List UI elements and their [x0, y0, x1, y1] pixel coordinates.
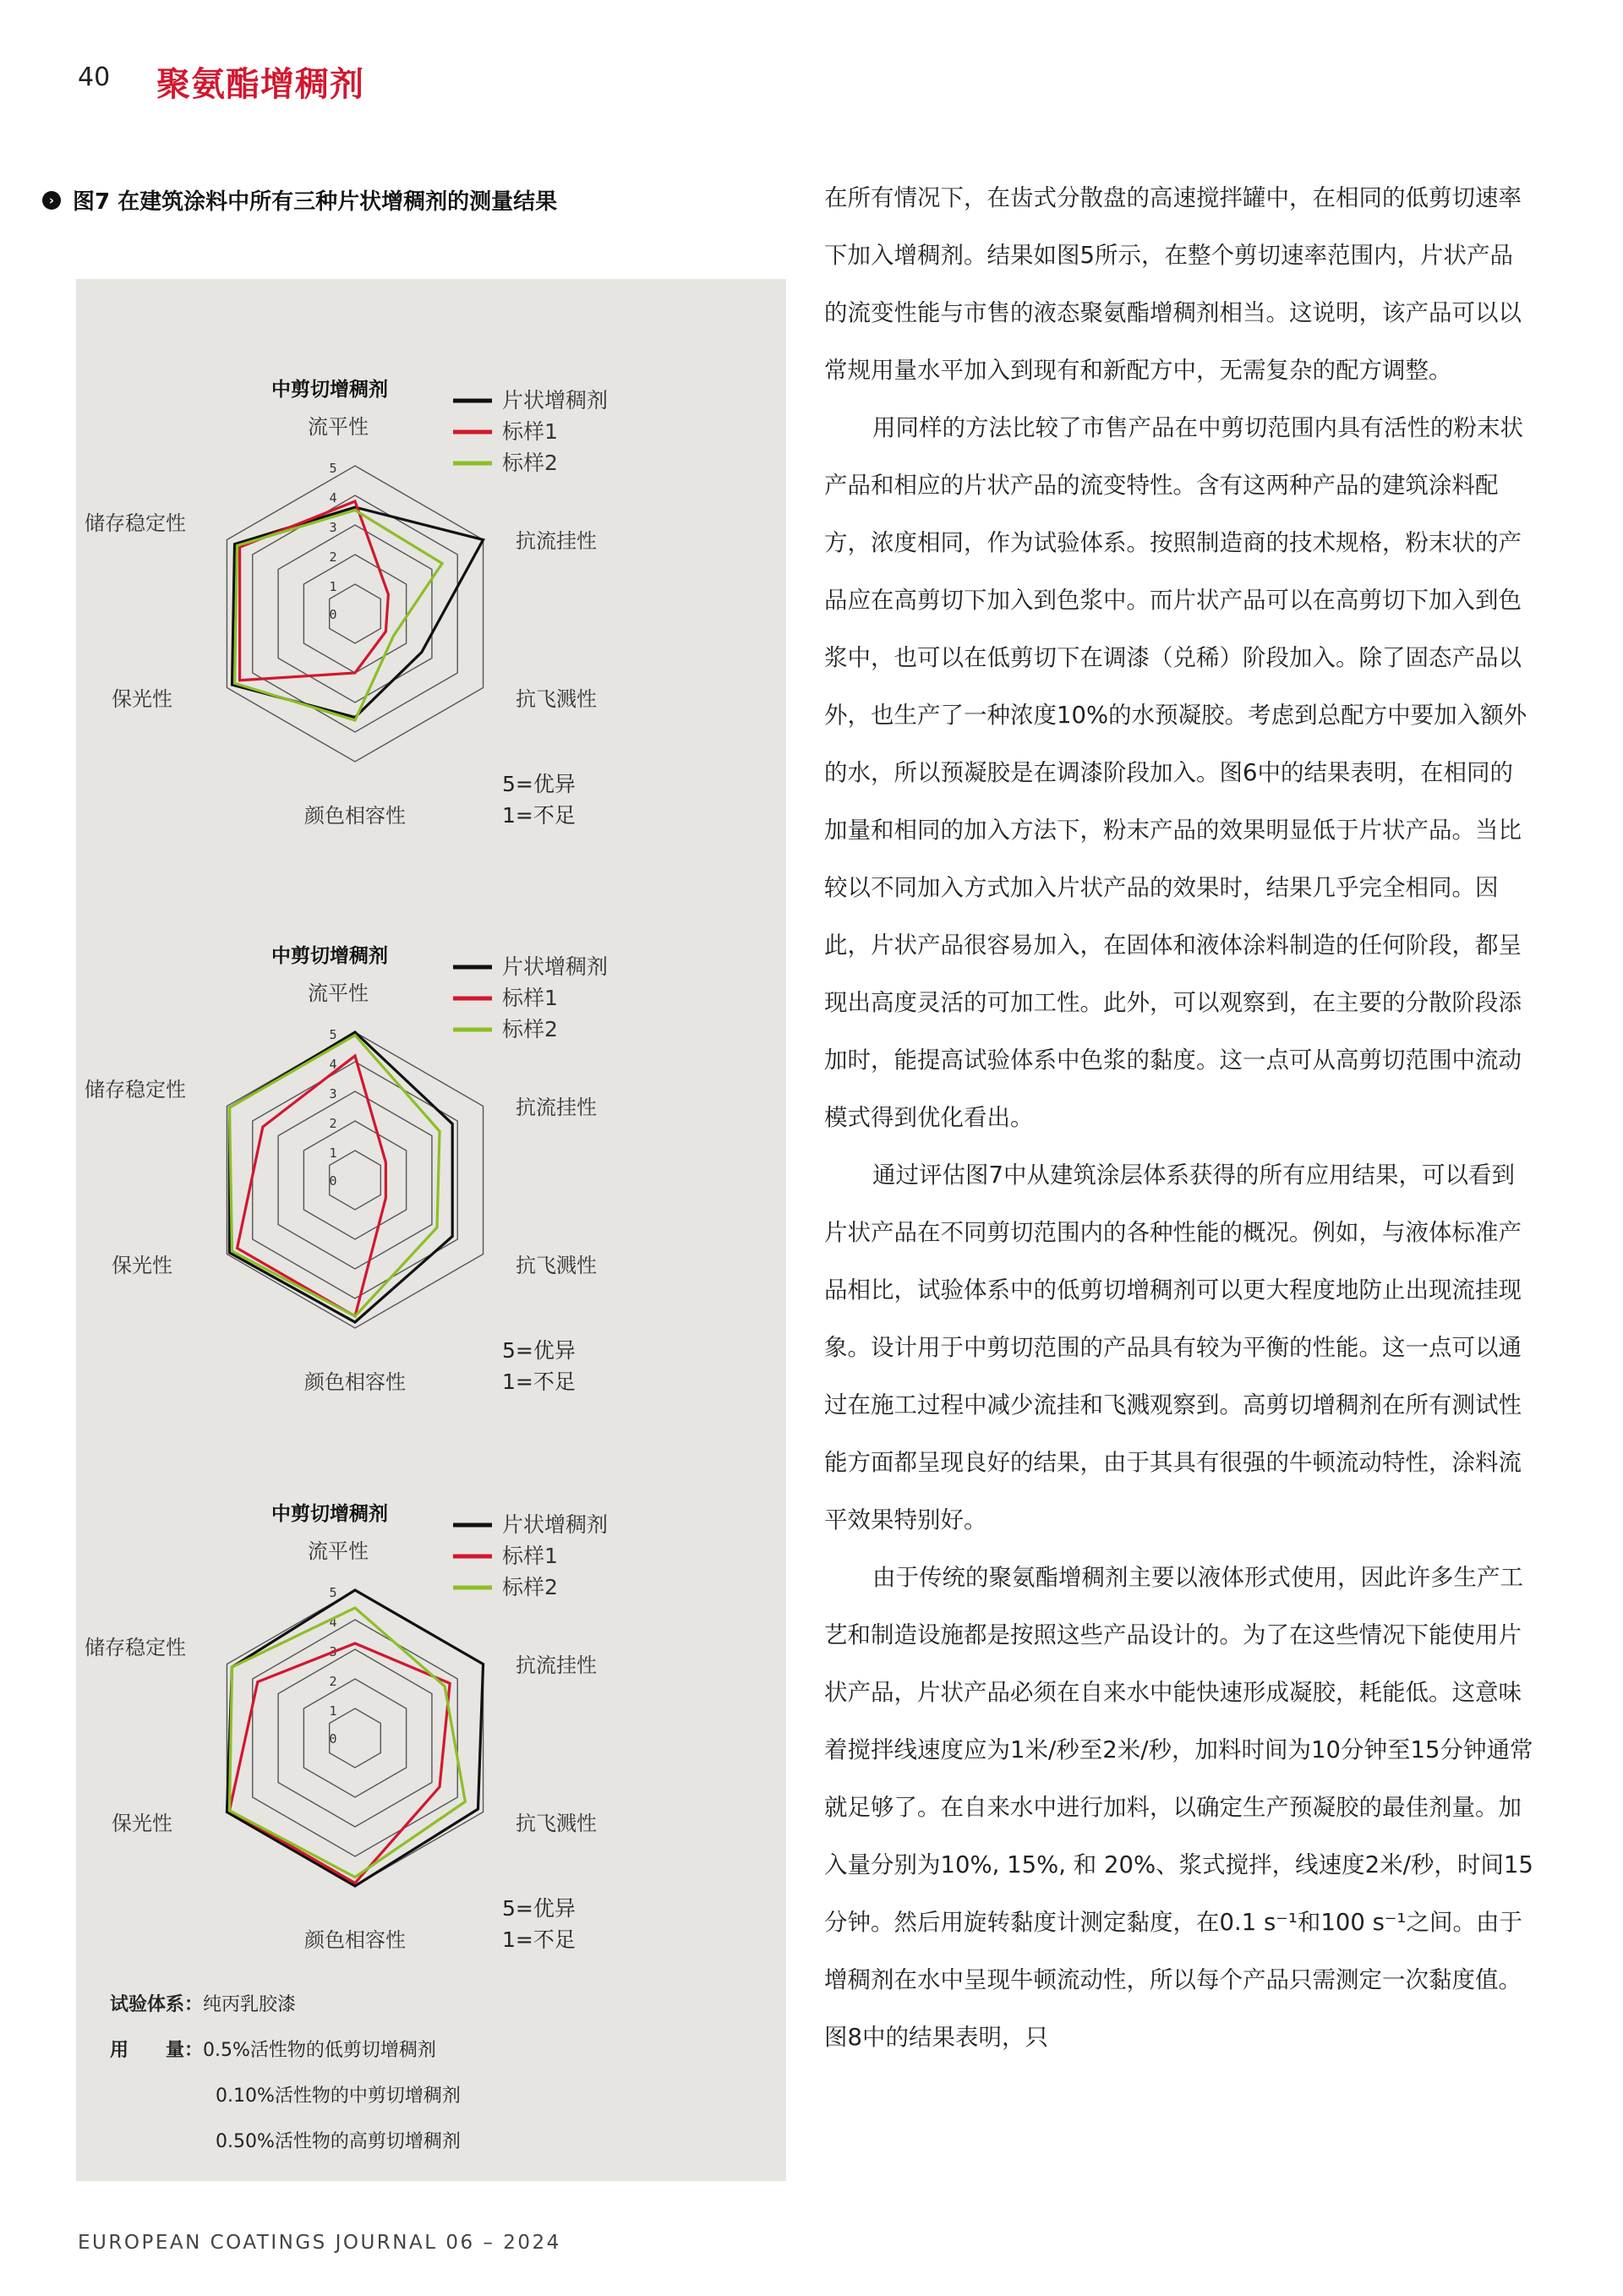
chevron-right-icon: ›: [42, 191, 61, 210]
test-system-line: [110, 1982, 461, 2028]
grid-ring: [303, 1679, 406, 1797]
chart-title: 中剪切增稠剂: [271, 945, 388, 967]
radar-chart-1: [0, 279, 710, 871]
scale-note: 5=优异: [502, 1896, 576, 1921]
chart-title: 中剪切增稠剂: [271, 1503, 388, 1525]
body-text-column: [824, 169, 1534, 2066]
scale-tick-label: 3: [329, 1644, 337, 1659]
test-system-label: 试验体系：: [110, 1994, 204, 2015]
scale-tick-label: 3: [329, 1086, 337, 1102]
scale-tick-label: 0: [329, 1173, 337, 1189]
legend-entry: 标样2: [502, 451, 558, 475]
scale-note: 5=优异: [502, 772, 576, 796]
axis-label: 流平性: [308, 415, 369, 439]
legend-entry: 片状增稠剂: [502, 954, 609, 979]
grid-ring: [278, 1649, 432, 1827]
dosage-label: 用 量：: [110, 2040, 204, 2061]
series-line: [238, 1056, 386, 1316]
scale-tick-label: 0: [329, 607, 337, 622]
legend-entry: 标样1: [502, 986, 558, 1010]
figure-heading: [42, 184, 557, 216]
axis-label: 抗飞溅性: [516, 1254, 597, 1277]
scale-tick-label: 2: [329, 549, 337, 565]
scale-tick-label: 5: [329, 1585, 337, 1600]
axis-label: 抗流挂性: [516, 529, 597, 553]
scale-note: 1=不足: [502, 1369, 576, 1394]
body-paragraph: 由于传统的聚氨酯增稠剂主要以液体形式使用，因此许多生产工艺和制造设施都是按照这些产品设计的。为了在这些情况下能使用片状产品，片状产品必须在自来水中能快速形成凝胶，耗能低。这意味着搅拌线速度应为1米/秒至2米/秒，加料时间为10分钟至15分钟通常就足够了。在自来水中进行加料，以确定生产预凝胶的最佳剂量。加入量分别为10%, 15%, 和 20%、浆式搅拌，线速度2米/秒，时间15分钟。然后用旋转黏度计测定黏度，在0.1 s⁻¹和100 s⁻¹之间。由于增稠剂在水中呈现牛顿流动性，所以每个产品只需测定一次黏度值。图8中的结果表明，只: [824, 1564, 1533, 2051]
grid-ring: [303, 1121, 406, 1239]
scale-tick-label: 5: [329, 461, 337, 476]
legend-entry: 标样1: [502, 419, 558, 444]
dosage-item: 0.10%活性物的中剪切增稠剂: [216, 2086, 461, 2107]
scale-tick-label: 1: [329, 579, 337, 594]
scale-tick-label: 4: [329, 1615, 337, 1630]
axis-label: 储存稳定性: [85, 511, 186, 535]
axis-label: 储存稳定性: [85, 1636, 186, 1659]
scale-tick-label: 0: [329, 1731, 337, 1747]
grid-ring: [253, 1062, 457, 1298]
scale-tick-label: 3: [329, 520, 337, 535]
grid-ring: [227, 1032, 483, 1328]
legend-entry: 片状增稠剂: [502, 1512, 609, 1537]
legend-entry: 标样1: [502, 1544, 558, 1568]
scale-tick-label: 1: [329, 1145, 337, 1161]
axis-label: 流平性: [308, 981, 369, 1005]
page-number: 40: [78, 63, 111, 92]
radar-chart-3: [0, 1403, 710, 1995]
scale-tick-label: 2: [329, 1116, 337, 1131]
scale-note: 1=不足: [502, 1927, 576, 1952]
scale-tick-label: 5: [329, 1027, 337, 1042]
axis-label: 抗流挂性: [516, 1096, 597, 1119]
grid-ring: [330, 584, 381, 643]
chart-title: 中剪切增稠剂: [271, 379, 388, 401]
series-line: [229, 1608, 465, 1878]
figure-notes: [110, 1982, 461, 2165]
axis-label: 保光性: [112, 1812, 172, 1835]
scale-tick-label: 4: [329, 490, 337, 506]
grid-ring: [303, 555, 406, 673]
axis-label: 抗飞溅性: [516, 687, 597, 711]
scale-tick-label: 1: [329, 1703, 337, 1719]
scale-note: 1=不足: [502, 803, 576, 828]
grid-ring: [253, 1620, 457, 1856]
body-paragraph: 通过评估图7中从建筑涂层体系获得的所有应用结果，可以看到片状产品在不同剪切范围内的各种性能的概况。例如，与液体标准产品相比，试验体系中的低剪切增稠剂可以更大程度地防止出现流挂现象。设计用于中剪切范围的产品具有较为平衡的性能。这一点可以通过在施工过程中减少流挂和飞溅观察到。高剪切增稠剂在所有测试性能方面都呈现良好的结果，由于其具有很强的牛顿流动特性，涂料流平效果特别好。: [824, 1162, 1522, 1533]
axis-label: 颜色相容性: [304, 1370, 406, 1394]
axis-label: 抗飞溅性: [516, 1812, 597, 1835]
legend-entry: 标样2: [502, 1017, 558, 1041]
axis-label: 颜色相容性: [304, 804, 406, 828]
grid-ring: [330, 1708, 381, 1768]
scale-tick-label: 2: [329, 1674, 337, 1689]
grid-ring: [330, 1151, 381, 1210]
scale-tick-label: 4: [329, 1057, 337, 1072]
axis-label: 颜色相容性: [304, 1928, 406, 1952]
scale-note: 5=优异: [502, 1338, 576, 1363]
axis-label: 储存稳定性: [85, 1078, 186, 1102]
radar-chart-2: [0, 845, 710, 1437]
axis-label: 保光性: [112, 687, 172, 711]
dosage-line: [110, 2028, 461, 2074]
axis-label: 流平性: [308, 1539, 369, 1563]
body-paragraph: 在所有情况下，在齿式分散盘的高速搅拌罐中，在相同的低剪切速率下加入增稠剂。结果如图5所示，在整个剪切速率范围内，片状产品的流变性能与市售的液态聚氨酯增稠剂相当。这说明，该产品可以以常规用量水平加入到现有和新配方中，无需复杂的配方调整。: [824, 184, 1522, 384]
series-line: [229, 1032, 452, 1322]
series-line: [235, 511, 443, 721]
body-paragraph: 用同样的方法比较了市售产品在中剪切范围内具有活性的粉末状产品和相应的片状产品的流变特性。含有这两种产品的建筑涂料配方，浓度相同，作为试验体系。按照制造商的技术规格，粉末状的产品应在高剪切下加入到色浆中。而片状产品可以在高剪切下加入到色浆中，也可以在低剪切下在调漆（兑稀）阶段加入。除了固态产品以外，也生产了一种浓度10%的水预凝胶。考虑到总配方中要加入额外的水，所以预凝胶是在调漆阶段加入。图6中的结果表明，在相同的加量和相同的加入方法下，粉末产品的效果明显低于片状产品。当比较以不同加入方式加入片状产品的效果时，结果几乎完全相同。因此，片状产品很容易加入，在固体和液体涂料制造的任何阶段，都呈现出高度灵活的可加工性。此外，可以观察到，在主要的分散阶段添加时，能提高试验体系中色浆的黏度。这一点可从高剪切范围中流动模式得到优化看出。: [824, 414, 1527, 1131]
axis-label: 保光性: [112, 1254, 172, 1277]
journal-footer: EUROPEAN COATINGS JOURNAL 06 – 2024: [78, 2232, 561, 2254]
grid-ring: [278, 1091, 432, 1269]
figure-title: 图7 在建筑涂料中所有三种片状增稠剂的测量结果: [73, 189, 558, 215]
legend-entry: 片状增稠剂: [502, 388, 609, 413]
section-title: 聚氨酯增稠剂: [156, 65, 364, 104]
test-system-value: 纯丙乳胶漆: [203, 1994, 297, 2015]
legend-entry: 标样2: [502, 1575, 558, 1599]
dosage-item: 0.5%活性物的低剪切增稠剂: [203, 2040, 436, 2061]
dosage-item: 0.50%活性物的高剪切增稠剂: [216, 2131, 461, 2152]
series-line: [232, 507, 484, 718]
axis-label: 抗流挂性: [516, 1654, 597, 1677]
